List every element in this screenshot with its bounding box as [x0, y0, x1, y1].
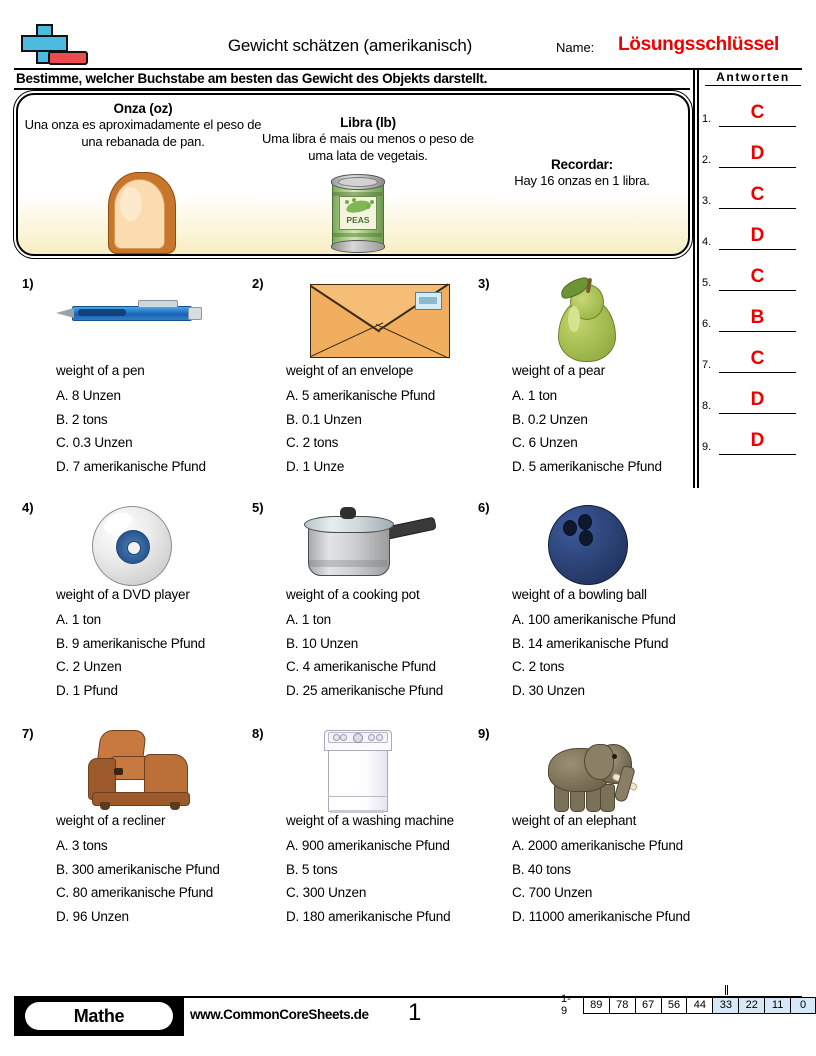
choice-c[interactable]: C. 0.3 Unzen: [56, 435, 133, 450]
answer-number: 9.: [702, 441, 712, 453]
answer-key-label: Lösungsschlüssel: [618, 34, 779, 55]
choice-b[interactable]: B. 5 tons: [286, 861, 338, 877]
choice-list: [56, 608, 248, 702]
choice-d[interactable]: D. 180 amerikanische Pfund: [286, 908, 451, 924]
answer-number: 3.: [702, 195, 712, 207]
recliner-icon: [52, 726, 248, 812]
choice-c[interactable]: C. 80 amerikanische Pfund: [56, 885, 214, 900]
question-number: 1): [22, 276, 34, 291]
answer-row: [702, 291, 804, 332]
answer-row: [702, 127, 804, 168]
question-prompt: weight of a bowling ball: [512, 587, 647, 602]
answer-number: 1.: [702, 113, 712, 125]
question-1: [22, 276, 248, 478]
instruction-text: Bestimme, welcher Buchstabe am besten das Gewicht des Objekts darstellt.: [16, 71, 488, 86]
choice-a[interactable]: A. 100 amerikanische Pfund: [512, 612, 676, 627]
scale-box: 44: [686, 997, 712, 1014]
dvd-disc-icon: [52, 500, 248, 586]
answer-row: [702, 414, 804, 455]
remember-description: Hay 16 onzas en 1 libra.: [514, 173, 650, 188]
pen-icon: [52, 276, 248, 362]
elephant-icon: [508, 726, 690, 812]
answer-row: [702, 168, 804, 209]
answer-column: [702, 70, 804, 455]
ounce-description: Una onza es aproximadamente el peso de una rebanada de pan.: [24, 117, 262, 149]
subject-badge-label: Mathe: [25, 1002, 173, 1030]
answer-letter: D: [750, 430, 765, 451]
bread-slice-icon: [108, 172, 174, 252]
question-8: [252, 726, 478, 928]
choice-list: [286, 608, 478, 702]
question-prompt: weight of a washing machine: [286, 813, 454, 828]
choice-c[interactable]: C. 300 Unzen: [286, 885, 367, 900]
choice-b[interactable]: B. 14 amerikanische Pfund: [512, 635, 669, 651]
pound-heading: Libra (lb): [340, 115, 396, 130]
choice-d[interactable]: D. 5 amerikanische Pfund: [512, 458, 662, 474]
question-prompt: weight of a pen: [56, 363, 145, 378]
info-column-pound: [262, 115, 474, 164]
question-number: 7): [22, 726, 34, 741]
washing-machine-icon: [282, 726, 478, 812]
subject-badge: [14, 996, 184, 1036]
question-number: 3): [478, 276, 490, 291]
question-2: [252, 276, 478, 478]
bowling-ball-icon: [508, 500, 690, 586]
answer-letter: B: [750, 307, 765, 328]
answer-row: [702, 373, 804, 414]
question-number: 8): [252, 726, 264, 741]
info-column-ounce: [24, 101, 262, 150]
answer-letter: D: [750, 225, 765, 246]
choice-list: [512, 384, 698, 478]
question-7: [22, 726, 248, 928]
ounce-heading: Onza (oz): [113, 101, 173, 116]
choice-d[interactable]: D. 11000 amerikanische Pfund: [512, 908, 691, 924]
info-column-remember: [476, 157, 688, 189]
choice-b[interactable]: B. 2 tons: [56, 411, 108, 427]
answer-row: [702, 250, 804, 291]
choice-b[interactable]: B. 0.2 Unzen: [512, 411, 588, 427]
question-prompt: weight of a pear: [512, 363, 605, 378]
cooking-pot-icon: [282, 500, 478, 586]
choice-d[interactable]: D. 96 Unzen: [56, 908, 129, 924]
choice-b[interactable]: B. 0.1 Unzen: [286, 411, 362, 427]
choice-list: [512, 608, 690, 702]
scale-box: 56: [661, 997, 687, 1014]
answer-number: 8.: [702, 400, 712, 412]
answers-heading: Antworten: [705, 70, 801, 86]
envelope-icon: [282, 276, 478, 362]
choice-a[interactable]: A. 1 ton: [286, 612, 331, 627]
choice-d[interactable]: D. 1 Unze: [286, 458, 345, 474]
question-number: 5): [252, 500, 264, 515]
answer-letter: D: [750, 143, 765, 164]
question-prompt: weight of a DVD player: [56, 587, 190, 602]
answer-number: 2.: [702, 154, 712, 166]
question-number: 4): [22, 500, 34, 515]
page-header: [0, 0, 816, 72]
question-prompt: weight of a cooking pot: [286, 587, 420, 602]
choice-b[interactable]: B. 9 amerikanische Pfund: [56, 635, 206, 651]
header-divider: [14, 68, 802, 70]
question-5: [252, 500, 478, 702]
choice-list: [286, 834, 478, 928]
choice-c[interactable]: C. 700 Unzen: [512, 885, 593, 900]
choice-d[interactable]: D. 30 Unzen: [512, 682, 585, 698]
choice-a[interactable]: A. 3 tons: [56, 838, 108, 853]
question-6: [478, 500, 690, 702]
answer-row: [702, 209, 804, 250]
pound-description: Uma libra é mais ou menos o peso de uma lata de vegetais.: [262, 131, 474, 163]
answer-number: 5.: [702, 277, 712, 289]
score-scale: [561, 993, 816, 1017]
choice-list: [512, 834, 690, 928]
question-number: 9): [478, 726, 490, 741]
answer-letter: D: [750, 389, 765, 410]
question-number: 2): [252, 276, 264, 291]
answer-letter: C: [750, 348, 765, 369]
question-4: [22, 500, 248, 702]
answer-letter: C: [750, 184, 765, 205]
scale-box: 89: [583, 997, 609, 1014]
question-9: [478, 726, 690, 928]
choice-list: [56, 384, 248, 478]
answer-number: 7.: [702, 359, 712, 371]
choice-b[interactable]: B. 40 tons: [512, 861, 571, 877]
choice-c[interactable]: C. 2 tons: [512, 659, 565, 674]
page-number: 1: [408, 999, 422, 1026]
choice-a[interactable]: A. 900 amerikanische Pfund: [286, 838, 450, 853]
can-label-text: PEAS: [346, 215, 370, 225]
scale-box: 33: [712, 997, 738, 1014]
question-number: 6): [478, 500, 490, 515]
choice-c[interactable]: C. 6 Unzen: [512, 435, 578, 450]
answer-number: 6.: [702, 318, 712, 330]
canned-peas-icon: [330, 170, 386, 252]
scale-box: 67: [635, 997, 661, 1014]
question-3: [478, 276, 698, 478]
remember-heading: Recordar:: [551, 157, 613, 172]
choice-a[interactable]: A. 5 amerikanische Pfund: [286, 388, 436, 403]
answer-letter: C: [750, 266, 765, 287]
choice-b[interactable]: B. 300 amerikanische Pfund: [56, 861, 220, 877]
choice-list: [56, 834, 248, 928]
choice-c[interactable]: C. 4 amerikanische Pfund: [286, 659, 436, 674]
scale-box: 0: [790, 997, 816, 1014]
choice-c[interactable]: C. 2 tons: [286, 435, 339, 450]
choice-a[interactable]: A. 1 ton: [512, 388, 557, 403]
question-prompt: weight of a recliner: [56, 813, 166, 828]
choice-d[interactable]: D. 1 Pfund: [56, 682, 118, 698]
pear-icon: [508, 276, 698, 362]
question-prompt: weight of an elephant: [512, 813, 637, 828]
choice-c[interactable]: C. 2 Unzen: [56, 659, 122, 674]
scale-box: 11: [764, 997, 790, 1014]
choice-b[interactable]: B. 10 Unzen: [286, 635, 359, 651]
choice-d[interactable]: D. 7 amerikanische Pfund: [56, 458, 206, 474]
answer-letter: C: [750, 102, 765, 123]
choice-d[interactable]: D. 25 amerikanische Pfund: [286, 682, 444, 698]
scale-box: 78: [609, 997, 635, 1014]
plus-minus-logo-icon: [18, 24, 96, 70]
choice-a[interactable]: A. 8 Unzen: [56, 388, 121, 403]
page-title: Gewicht schätzen (amerikanisch): [227, 36, 473, 55]
choice-a[interactable]: A. 2000 amerikanische Pfund: [512, 838, 683, 853]
choice-a[interactable]: A. 1 ton: [56, 612, 101, 627]
scale-range-label: 1-9: [561, 993, 571, 1017]
question-prompt: weight of an envelope: [286, 363, 414, 378]
website-url: www.CommonCoreSheets.de: [190, 1007, 369, 1022]
name-label: Name:: [556, 40, 595, 55]
answer-number: 4.: [702, 236, 712, 248]
scale-box: 22: [738, 997, 764, 1014]
answer-row: [702, 332, 804, 373]
choice-list: [286, 384, 478, 478]
answer-row: [702, 86, 804, 127]
answer-blank-line: [719, 453, 796, 455]
